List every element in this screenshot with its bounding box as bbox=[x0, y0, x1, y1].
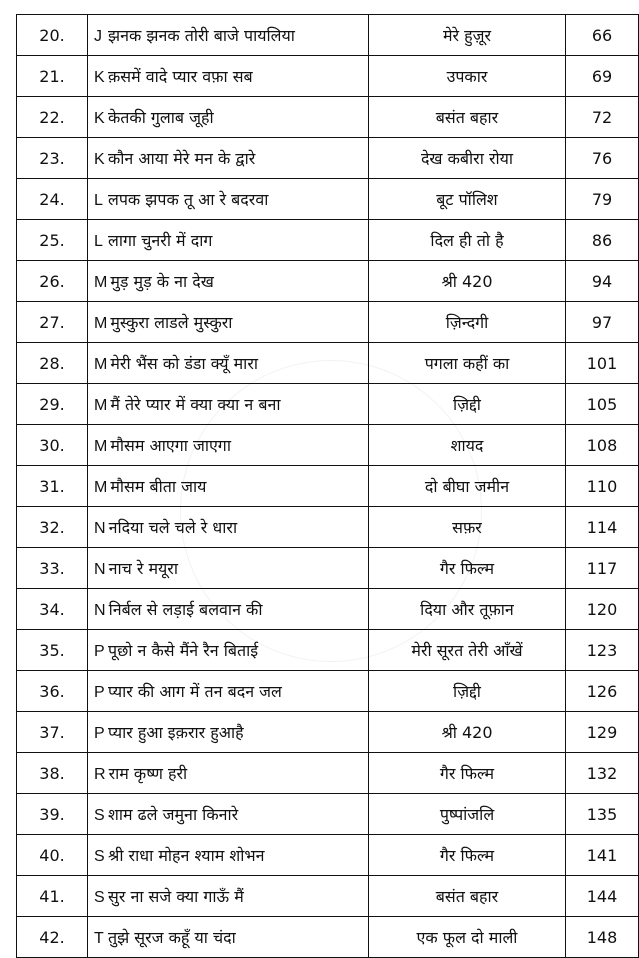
song-title: निर्बल से लड़ाई बलवान की bbox=[108, 600, 263, 619]
index-letter: N bbox=[94, 602, 106, 619]
table-row bbox=[17, 876, 639, 917]
page-number: 148 bbox=[566, 917, 639, 958]
song-title-cell bbox=[88, 179, 369, 220]
song-title: मुस्कुरा लाडले मुस्कुरा bbox=[110, 313, 233, 332]
song-index-table bbox=[16, 14, 639, 958]
page-number: 72 bbox=[566, 97, 639, 138]
table-row bbox=[17, 384, 639, 425]
film-name: एक फूल दो माली bbox=[369, 917, 566, 958]
film-name: दो बीघा जमीन bbox=[369, 466, 566, 507]
index-letter: L bbox=[94, 192, 103, 209]
song-title-cell bbox=[88, 712, 369, 753]
table-row bbox=[17, 138, 639, 179]
index-letter: M bbox=[94, 479, 108, 496]
song-title-cell bbox=[88, 56, 369, 97]
song-title-cell bbox=[88, 97, 369, 138]
page-number: 114 bbox=[566, 507, 639, 548]
row-number: 40. bbox=[17, 835, 88, 876]
song-title: मुड़ मुड़ के ना देख bbox=[110, 272, 214, 291]
row-number: 34. bbox=[17, 589, 88, 630]
table-row bbox=[17, 261, 639, 302]
table-row bbox=[17, 589, 639, 630]
row-number: 24. bbox=[17, 179, 88, 220]
song-title-cell bbox=[88, 794, 369, 835]
song-title: केतकी गुलाब जूही bbox=[108, 108, 214, 127]
page-number: 123 bbox=[566, 630, 639, 671]
table-row bbox=[17, 220, 639, 261]
song-title: मौसम आएगा जाएगा bbox=[110, 436, 231, 455]
song-title: प्यार की आग में तन बदन जल bbox=[108, 682, 282, 701]
film-name: दिया और तूफ़ान bbox=[369, 589, 566, 630]
song-title-cell bbox=[88, 753, 369, 794]
song-title: कौन आया मेरे मन के द्वारे bbox=[108, 149, 256, 168]
row-number: 36. bbox=[17, 671, 88, 712]
song-title-cell bbox=[88, 302, 369, 343]
song-title: मेरी भैंस को डंडा क्यूँ मारा bbox=[110, 354, 259, 373]
table-row bbox=[17, 56, 639, 97]
song-title-cell bbox=[88, 548, 369, 589]
row-number: 41. bbox=[17, 876, 88, 917]
song-title-cell bbox=[88, 343, 369, 384]
song-title-cell bbox=[88, 835, 369, 876]
index-letter: M bbox=[94, 438, 108, 455]
page-number: 144 bbox=[566, 876, 639, 917]
song-title: शाम ढले जमुना किनारे bbox=[108, 805, 239, 824]
film-name: गैर फिल्म bbox=[369, 753, 566, 794]
song-title: राम कृष्ण हरी bbox=[108, 764, 188, 783]
song-title-cell bbox=[88, 507, 369, 548]
film-name: देख कबीरा रोया bbox=[369, 138, 566, 179]
row-number: 32. bbox=[17, 507, 88, 548]
page-number: 79 bbox=[566, 179, 639, 220]
song-title: लपक झपक तू आ रे बदरवा bbox=[108, 190, 269, 209]
page-number: 132 bbox=[566, 753, 639, 794]
index-letter: N bbox=[94, 520, 106, 537]
song-title: झनक झनक तोरी बाजे पायलिया bbox=[108, 26, 295, 45]
film-name: गैर फिल्म bbox=[369, 548, 566, 589]
row-number: 33. bbox=[17, 548, 88, 589]
film-name: दिल ही तो है bbox=[369, 220, 566, 261]
film-name: मेरी सूरत तेरी आँखें bbox=[369, 630, 566, 671]
table-row bbox=[17, 835, 639, 876]
index-letter: K bbox=[94, 110, 105, 127]
row-number: 26. bbox=[17, 261, 88, 302]
row-number: 31. bbox=[17, 466, 88, 507]
index-letter: M bbox=[94, 315, 108, 332]
row-number: 39. bbox=[17, 794, 88, 835]
film-name: श्री 420 bbox=[369, 712, 566, 753]
page-number: 97 bbox=[566, 302, 639, 343]
row-number: 35. bbox=[17, 630, 88, 671]
table-row bbox=[17, 302, 639, 343]
row-number: 27. bbox=[17, 302, 88, 343]
row-number: 22. bbox=[17, 97, 88, 138]
table-row bbox=[17, 97, 639, 138]
index-letter: K bbox=[94, 69, 105, 86]
row-number: 20. bbox=[17, 15, 88, 56]
song-title-cell bbox=[88, 220, 369, 261]
film-name: बसंत बहार bbox=[369, 876, 566, 917]
table-row bbox=[17, 343, 639, 384]
page-number: 105 bbox=[566, 384, 639, 425]
song-title: पूछो न कैसे मैंने रैन बिताई bbox=[108, 641, 259, 660]
table-row bbox=[17, 794, 639, 835]
index-letter: J bbox=[94, 28, 102, 45]
page-number: 135 bbox=[566, 794, 639, 835]
song-index-body bbox=[17, 15, 639, 958]
song-title: श्री राधा मोहन श्याम शोभन bbox=[108, 846, 265, 865]
song-title-cell bbox=[88, 876, 369, 917]
table-row bbox=[17, 712, 639, 753]
page-number: 69 bbox=[566, 56, 639, 97]
page-number: 117 bbox=[566, 548, 639, 589]
page-number: 126 bbox=[566, 671, 639, 712]
table-row bbox=[17, 548, 639, 589]
index-letter: T bbox=[94, 930, 104, 947]
index-letter: R bbox=[94, 766, 106, 783]
page-number: 94 bbox=[566, 261, 639, 302]
index-letter: N bbox=[94, 561, 106, 578]
index-letter: M bbox=[94, 356, 108, 373]
song-title: तुझे सूरज कहूँ या चंदा bbox=[108, 928, 236, 947]
row-number: 42. bbox=[17, 917, 88, 958]
table-row bbox=[17, 671, 639, 712]
row-number: 29. bbox=[17, 384, 88, 425]
song-title-cell bbox=[88, 384, 369, 425]
row-number: 25. bbox=[17, 220, 88, 261]
song-title: प्यार हुआ इक़रार हुआहै bbox=[108, 723, 244, 742]
index-letter: L bbox=[94, 233, 103, 250]
film-name: बसंत बहार bbox=[369, 97, 566, 138]
song-title-cell bbox=[88, 466, 369, 507]
index-letter: M bbox=[94, 397, 108, 414]
song-title: सुर ना सजे क्या गाऊँ मैं bbox=[108, 887, 244, 906]
row-number: 21. bbox=[17, 56, 88, 97]
table-row bbox=[17, 466, 639, 507]
row-number: 23. bbox=[17, 138, 88, 179]
page-number: 129 bbox=[566, 712, 639, 753]
page-number: 108 bbox=[566, 425, 639, 466]
song-title: नदिया चले चले रे धारा bbox=[108, 518, 238, 537]
table-row bbox=[17, 507, 639, 548]
row-number: 28. bbox=[17, 343, 88, 384]
table-row bbox=[17, 630, 639, 671]
index-letter: S bbox=[94, 807, 105, 824]
row-number: 37. bbox=[17, 712, 88, 753]
song-title-cell bbox=[88, 589, 369, 630]
film-name: बूट पॉलिश bbox=[369, 179, 566, 220]
page-number: 66 bbox=[566, 15, 639, 56]
row-number: 30. bbox=[17, 425, 88, 466]
film-name: शायद bbox=[369, 425, 566, 466]
table-row bbox=[17, 179, 639, 220]
film-name: सफ़र bbox=[369, 507, 566, 548]
table-row bbox=[17, 917, 639, 958]
table-row bbox=[17, 425, 639, 466]
film-name: ज़िद्दी bbox=[369, 384, 566, 425]
page-number: 101 bbox=[566, 343, 639, 384]
index-letter: M bbox=[94, 274, 108, 291]
song-title: मैं तेरे प्यार में क्या क्या न बना bbox=[110, 395, 281, 414]
song-title-cell bbox=[88, 138, 369, 179]
song-title: नाच रे मयूरा bbox=[108, 559, 178, 578]
page-number: 76 bbox=[566, 138, 639, 179]
film-name: पगला कहीं का bbox=[369, 343, 566, 384]
page-number: 86 bbox=[566, 220, 639, 261]
row-number: 38. bbox=[17, 753, 88, 794]
index-letter: P bbox=[94, 643, 105, 660]
song-title-cell bbox=[88, 425, 369, 466]
film-name: पुष्पांजलि bbox=[369, 794, 566, 835]
page-number: 141 bbox=[566, 835, 639, 876]
song-title: क़समें वादे प्यार वफ़ा सब bbox=[108, 67, 253, 86]
film-name: मेरे हुज़ूर bbox=[369, 15, 566, 56]
film-name: ज़िद्दी bbox=[369, 671, 566, 712]
song-title: लागा चुनरी में दाग bbox=[108, 231, 213, 250]
song-title-cell bbox=[88, 630, 369, 671]
song-title-cell bbox=[88, 671, 369, 712]
page-number: 120 bbox=[566, 589, 639, 630]
page-number: 110 bbox=[566, 466, 639, 507]
index-letter: S bbox=[94, 889, 105, 906]
song-title: मौसम बीता जाय bbox=[110, 477, 207, 496]
index-letter: S bbox=[94, 848, 105, 865]
index-letter: P bbox=[94, 725, 105, 742]
song-title-cell bbox=[88, 15, 369, 56]
film-name: गैर फिल्म bbox=[369, 835, 566, 876]
film-name: उपकार bbox=[369, 56, 566, 97]
table-row bbox=[17, 753, 639, 794]
table-row bbox=[17, 15, 639, 56]
song-title-cell bbox=[88, 917, 369, 958]
index-letter: K bbox=[94, 151, 105, 168]
index-letter: P bbox=[94, 684, 105, 701]
film-name: ज़िन्दगी bbox=[369, 302, 566, 343]
film-name: श्री 420 bbox=[369, 261, 566, 302]
song-title-cell bbox=[88, 261, 369, 302]
